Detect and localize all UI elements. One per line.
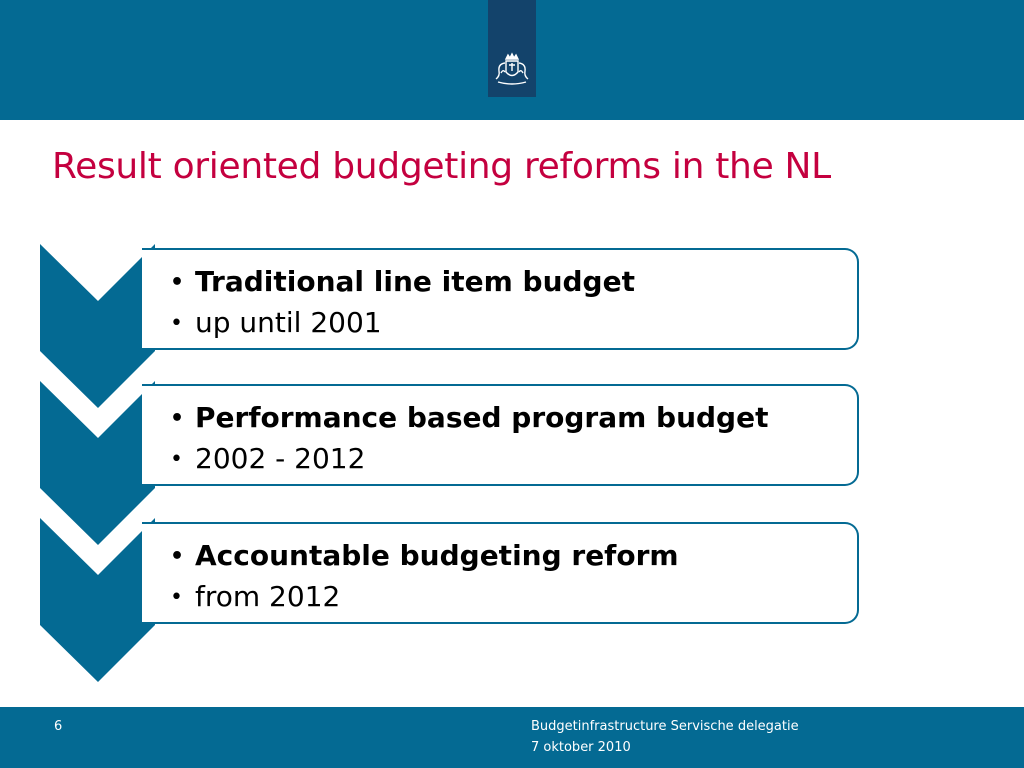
step-heading: • Traditional line item budget (170, 262, 851, 303)
bullet-icon: • (170, 406, 185, 431)
step-period: • from 2012 (170, 577, 851, 618)
bullet-icon: • (170, 311, 183, 336)
bullet-icon: • (170, 585, 183, 610)
step-box-1 (142, 248, 859, 350)
step-period: • 2002 - 2012 (170, 439, 851, 480)
step-heading: • Accountable budgeting reform (170, 536, 851, 577)
step-bullets (170, 536, 851, 618)
step-period: • up until 2001 (170, 303, 851, 344)
step-bullets (170, 398, 851, 480)
page-number: 6 (54, 719, 63, 734)
bullet-icon: • (170, 447, 183, 472)
step-box-2 (142, 384, 859, 486)
footer-presentation-title: Budgetinfrastructure Servische delegatie (531, 719, 799, 734)
step-heading: • Performance based program budget (170, 398, 851, 439)
step-chevron-3 (40, 518, 155, 682)
step-box-3 (142, 522, 859, 624)
slide-title: Result oriented budgeting reforms in the NL (52, 146, 831, 187)
footer-band (0, 707, 1024, 768)
step-bullets (170, 262, 851, 344)
bullet-icon: • (170, 270, 185, 295)
bullet-icon: • (170, 544, 185, 569)
footer-date: 7 oktober 2010 (531, 740, 631, 755)
